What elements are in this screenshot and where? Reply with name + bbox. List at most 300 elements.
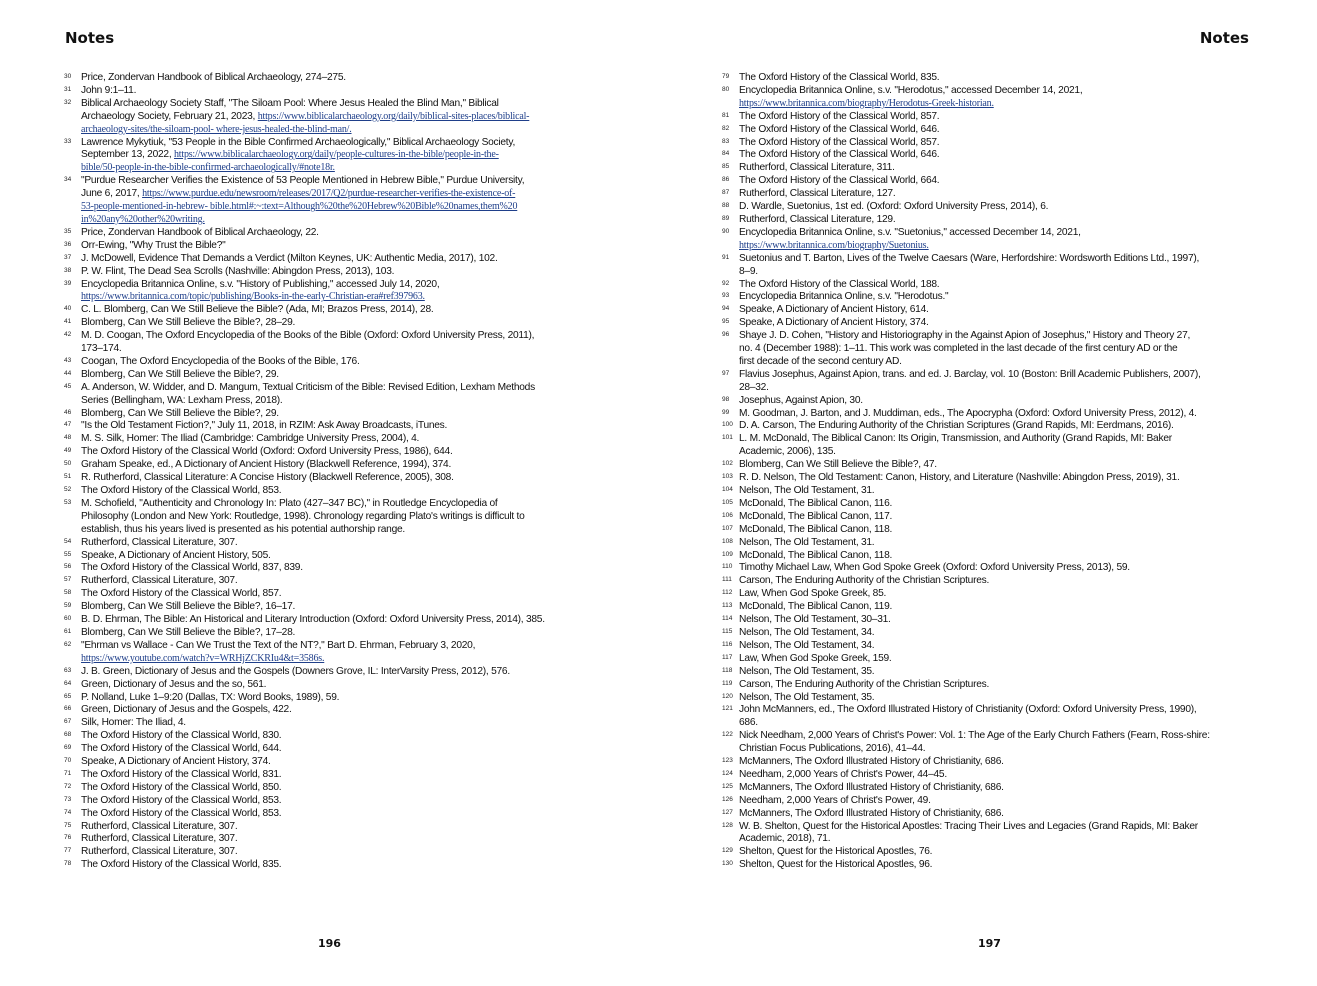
endnote-number: 99 bbox=[722, 408, 730, 416]
endnote-line: McDonald, The Biblical Canon, 118. bbox=[739, 523, 893, 535]
endnote-line: Nelson, The Old Testament, 35. bbox=[739, 691, 875, 703]
endnote-number: 60 bbox=[64, 615, 72, 623]
endnote-number: 111 bbox=[722, 576, 732, 584]
endnote-number: 66 bbox=[64, 705, 72, 713]
endnote-line: Nick Needham, 2,000 Years of Christ's Power: Vol. 1: The Age of the Early Church Fathers (Fearn, Ross-shire: bbox=[739, 730, 1210, 742]
endnote-item bbox=[722, 162, 1252, 175]
endnote-line: Coogan, The Oxford Encyclopedia of the Books of the Bible, 176. bbox=[81, 355, 360, 367]
endnote-line: Nelson, The Old Testament, 31. bbox=[739, 485, 875, 496]
endnote-number: 61 bbox=[64, 627, 72, 635]
endnote-item bbox=[64, 575, 594, 588]
endnote-number: 89 bbox=[722, 214, 730, 222]
endnote-item bbox=[722, 137, 1252, 150]
endnote-item bbox=[64, 562, 594, 575]
endnote-line: L. M. McDonald, The Biblical Canon: Its Origin, Transmission, and Authority (Grand Rapids, MI: Baker bbox=[739, 433, 1172, 445]
endnote-line: "Is the Old Testament Fiction?," July 11, 2018, in RZIM: Ask Away Broadcasts, iTunes. bbox=[81, 420, 448, 432]
endnote-number: 70 bbox=[64, 757, 72, 765]
endnote-url-link[interactable]: https://www.youtube.com/watch?v=WRHjZCKRIu4&t=3586s. bbox=[81, 652, 325, 664]
endnote-number: 82 bbox=[722, 124, 730, 132]
endnote-number: 42 bbox=[64, 331, 72, 339]
endnote-item bbox=[64, 769, 594, 782]
endnote-line: The Oxford History of the Classical World, 853. bbox=[81, 807, 282, 819]
endnote-item bbox=[64, 717, 594, 730]
endnote-line: The Oxford History of the Classical World, 835. bbox=[739, 72, 940, 83]
left-page bbox=[0, 0, 658, 986]
endnote-item bbox=[64, 317, 594, 330]
endnote-line: Blomberg, Can We Still Believe the Bible?, 47. bbox=[739, 459, 937, 471]
endnote-url-link[interactable]: https://www.purdue.edu/newsroom/releases/2017/Q2/purdue-researcher-verifies-the-existence-of- bbox=[142, 188, 516, 200]
endnote-line: no. 4 (December 1988): 1–11. This work was completed in the last decade of the first century AD or the bbox=[739, 343, 1178, 355]
endnote-item bbox=[722, 679, 1252, 692]
endnote-number: 112 bbox=[722, 589, 733, 597]
endnote-url-link[interactable]: bible/50-people-in-the-bible-confirmed-archaeologically/#note18r. bbox=[81, 162, 335, 174]
endnote-line: A. Anderson, W. Widder, and D. Mangum, Textual Criticism of the Bible: Revised Edition, Lexham Methods bbox=[81, 381, 535, 393]
endnote-number: 100 bbox=[722, 421, 733, 429]
endnote-line: Nelson, The Old Testament, 35. bbox=[739, 665, 875, 677]
endnote-text: Archaeology Society, February 21, 2023, bbox=[81, 110, 258, 122]
endnote-line: Nelson, The Old Testament, 34. bbox=[739, 639, 875, 651]
endnote-number: 84 bbox=[722, 150, 730, 158]
endnote-number: 62 bbox=[64, 640, 72, 648]
endnote-number: 83 bbox=[722, 137, 730, 145]
endnote-line: McDonald, The Biblical Canon, 116. bbox=[739, 497, 893, 509]
endnote-line: Law, When God Spoke Greek, 85. bbox=[739, 588, 887, 600]
endnote-item bbox=[722, 846, 1252, 859]
endnote-item bbox=[722, 175, 1252, 188]
endnote-number: 32 bbox=[64, 98, 72, 106]
endnote-item bbox=[722, 291, 1252, 304]
endnote-number: 46 bbox=[64, 408, 72, 416]
endnotes-list bbox=[64, 72, 594, 872]
endnote-number: 67 bbox=[64, 718, 72, 726]
endnote-line: first decade of the second century AD. bbox=[739, 355, 902, 367]
endnote-line: Encyclopedia Britannica Online, s.v. "Suetonius," accessed December 14, 2021, bbox=[739, 226, 1081, 238]
endnote-number: 35 bbox=[64, 227, 72, 235]
endnote-item bbox=[722, 485, 1252, 498]
endnote-line: B. D. Ehrman, The Bible: An Historical and Literary Introduction (Oxford: Oxford University Press, 2014), 385. bbox=[81, 614, 545, 626]
endnote-line: Orr-Ewing, "Why Trust the Bible?" bbox=[81, 239, 226, 251]
endnote-number: 85 bbox=[722, 163, 730, 171]
endnote-number: 127 bbox=[722, 808, 733, 816]
endnote-item bbox=[64, 614, 594, 627]
endnote-item bbox=[64, 369, 594, 382]
endnote-number: 34 bbox=[64, 176, 72, 184]
endnote-number: 106 bbox=[722, 511, 733, 519]
endnote-line: The Oxford History of the Classical World, 835. bbox=[81, 859, 282, 871]
endnote-line: J. B. Green, Dictionary of Jesus and the Gospels (Downers Grove, IL: InterVarsity Press, 2012), 576. bbox=[81, 665, 510, 677]
endnote-number: 108 bbox=[722, 537, 733, 545]
endnote-item bbox=[722, 756, 1252, 769]
endnote-line: C. L. Blomberg, Can We Still Believe the Bible? (Ada, MI; Brazos Press, 2014), 28. bbox=[81, 304, 434, 316]
endnote-number: 77 bbox=[64, 847, 72, 855]
endnote-item bbox=[64, 833, 594, 846]
endnote-line: The Oxford History of the Classical World, 850. bbox=[81, 781, 282, 793]
endnote-line: "Ehrman vs Wallace - Can We Trust the Text of the NT?," Bart D. Ehrman, February 3, 2020, bbox=[81, 639, 476, 651]
endnote-item bbox=[722, 730, 1252, 756]
endnote-item bbox=[722, 795, 1252, 808]
endnote-line: McManners, The Oxford Illustrated History of Christianity, 686. bbox=[739, 781, 1004, 793]
endnote-line: The Oxford History of the Classical World, 644. bbox=[81, 743, 282, 755]
endnote-item bbox=[722, 188, 1252, 201]
endnote-item bbox=[64, 85, 594, 98]
endnote-line: "Purdue Researcher Verifies the Existence of 53 People Mentioned in Hebrew Bible," Purdue University, bbox=[81, 175, 525, 187]
endnote-number: 121 bbox=[722, 705, 733, 713]
endnote-line: The Oxford History of the Classical World, 646. bbox=[739, 123, 940, 135]
endnote-line: Nelson, The Old Testament, 34. bbox=[739, 626, 875, 638]
endnote-number: 75 bbox=[64, 821, 72, 829]
endnote-line: W. B. Shelton, Quest for the Historical Apostles: Tracing Their Lives and Legacies (Grand Rapids, MI: Baker bbox=[739, 820, 1198, 832]
endnote-number: 130 bbox=[722, 860, 733, 868]
endnote-number: 123 bbox=[722, 757, 733, 765]
endnote-line: Needham, 2,000 Years of Christ's Power, 44–45. bbox=[739, 768, 947, 780]
endnote-number: 95 bbox=[722, 318, 730, 326]
endnote-line: The Oxford History of the Classical World, 664. bbox=[739, 175, 940, 187]
endnote-url-link[interactable]: https://www.britannica.com/biography/Herodotus-Greek-historian. bbox=[739, 97, 994, 109]
endnote-number: 74 bbox=[64, 808, 72, 816]
endnote-number: 122 bbox=[722, 731, 733, 739]
endnote-item bbox=[722, 692, 1252, 705]
endnote-number: 90 bbox=[722, 227, 730, 235]
endnote-line: Green, Dictionary of Jesus and the Gospels, 422. bbox=[81, 704, 292, 716]
endnote-item bbox=[722, 704, 1252, 730]
endnote-number: 118 bbox=[722, 666, 733, 674]
endnote-number: 41 bbox=[64, 318, 72, 326]
endnote-item bbox=[64, 137, 594, 176]
endnote-line: Green, Dictionary of Jesus and the so, 561. bbox=[81, 678, 267, 690]
endnote-line: The Oxford History of the Classical World, 853. bbox=[81, 794, 282, 806]
endnote-line: M. S. Silk, Homer: The Iliad (Cambridge: Cambridge University Press, 2004), 4. bbox=[81, 433, 420, 445]
endnote-line: Nelson, The Old Testament, 30–31. bbox=[739, 614, 891, 626]
endnote-line: Encyclopedia Britannica Online, s.v. "Herodotus," accessed December 14, 2021, bbox=[739, 84, 1083, 96]
endnote-line: 686. bbox=[739, 717, 758, 729]
endnote-item bbox=[64, 485, 594, 498]
endnote-line: Speake, A Dictionary of Ancient History, 374. bbox=[81, 756, 271, 768]
endnote-item bbox=[722, 459, 1252, 472]
endnote-number: 44 bbox=[64, 369, 72, 377]
endnote-url-link[interactable]: https://www.britannica.com/biography/Suetonius. bbox=[739, 239, 929, 251]
endnote-line: Needham, 2,000 Years of Christ's Power, 49. bbox=[739, 794, 931, 806]
endnote-number: 91 bbox=[722, 253, 730, 261]
endnote-line bbox=[739, 98, 1252, 111]
endnote-line: McDonald, The Biblical Canon, 119. bbox=[739, 601, 893, 613]
endnote-number: 109 bbox=[722, 550, 733, 558]
endnote-item bbox=[722, 214, 1252, 227]
endnote-item bbox=[64, 795, 594, 808]
endnote-line: The Oxford History of the Classical World, 857. bbox=[739, 136, 940, 148]
endnote-number: 117 bbox=[722, 653, 733, 661]
endnote-line: Nelson, The Old Testament, 31. bbox=[739, 536, 875, 548]
endnote-line: Rutherford, Classical Literature, 307. bbox=[81, 846, 238, 858]
endnote-url-link[interactable]: https://www.biblicalarchaeology.org/daily/people-cultures-in-the-bible/people-in-the- bbox=[173, 149, 499, 161]
endnote-item bbox=[722, 420, 1252, 433]
endnote-number: 76 bbox=[64, 834, 72, 842]
endnote-item bbox=[722, 614, 1252, 627]
endnote-line: Silk, Homer: The Iliad, 4. bbox=[81, 717, 186, 729]
endnote-number: 120 bbox=[722, 692, 733, 700]
endnote-number: 31 bbox=[64, 85, 72, 93]
endnote-number: 96 bbox=[722, 331, 730, 339]
endnote-number: 103 bbox=[722, 473, 733, 481]
endnote-item bbox=[722, 149, 1252, 162]
endnote-item bbox=[64, 821, 594, 834]
endnote-item bbox=[64, 459, 594, 472]
endnote-item bbox=[64, 408, 594, 421]
endnote-line: R. Rutherford, Classical Literature: A Concise History (Blackwell Reference, 2005), 308. bbox=[81, 472, 454, 484]
endnote-line: Flavius Josephus, Against Apion, trans. and ed. J. Barclay, vol. 10 (Boston: Brill Academic Publishers, 2007), bbox=[739, 368, 1201, 380]
endnote-item bbox=[64, 537, 594, 550]
endnote-item bbox=[64, 782, 594, 795]
endnote-line bbox=[81, 162, 594, 175]
endnote-item bbox=[64, 627, 594, 640]
endnote-line: 8–9. bbox=[739, 265, 758, 277]
endnote-line bbox=[81, 188, 594, 201]
endnote-item bbox=[722, 408, 1252, 421]
endnote-number: 79 bbox=[722, 73, 730, 80]
endnote-line: Biblical Archaeology Society Staff, "The Siloam Pool: Where Jesus Healed the Blind Man," Biblical bbox=[81, 97, 499, 109]
endnote-line: Carson, The Enduring Authority of the Christian Scriptures. bbox=[739, 678, 990, 690]
endnote-line: McManners, The Oxford Illustrated History of Christianity, 686. bbox=[739, 807, 1004, 819]
endnote-item bbox=[64, 175, 594, 227]
endnote-line: Law, When God Spoke Greek, 159. bbox=[739, 652, 892, 664]
endnote-item bbox=[722, 253, 1252, 279]
endnote-item bbox=[722, 201, 1252, 214]
endnote-number: 113 bbox=[722, 602, 733, 610]
endnote-item bbox=[722, 769, 1252, 782]
endnote-line: The Oxford History of the Classical World, 830. bbox=[81, 730, 282, 742]
endnote-line: Rutherford, Classical Literature, 307. bbox=[81, 575, 238, 587]
endnote-number: 73 bbox=[64, 795, 72, 803]
endnote-line: J. McDowell, Evidence That Demands a Verdict (Milton Keynes, UK: Authentic Media, 2017), 102. bbox=[81, 252, 498, 264]
endnote-item bbox=[722, 524, 1252, 537]
endnote-number: 64 bbox=[64, 679, 72, 687]
page-header: Notes bbox=[65, 29, 115, 47]
endnote-item bbox=[722, 317, 1252, 330]
endnote-number: 50 bbox=[64, 460, 72, 468]
endnote-item bbox=[64, 588, 594, 601]
endnote-line: Speake, A Dictionary of Ancient History, 614. bbox=[739, 304, 929, 316]
endnote-url-link[interactable]: in%20any%20other%20writing. bbox=[81, 213, 205, 225]
endnote-number: 71 bbox=[64, 769, 72, 777]
endnote-line: Philosophy (London and New York: Routledge, 1998). Chronology regarding Plato's writings is difficult to bbox=[81, 510, 525, 522]
right-page bbox=[658, 0, 1317, 986]
endnote-item bbox=[64, 472, 594, 485]
endnote-item bbox=[64, 279, 594, 305]
endnote-line: Timothy Michael Law, When God Spoke Greek (Oxford: Oxford University Press, 2013), 59. bbox=[739, 562, 1130, 574]
endnote-item bbox=[64, 666, 594, 679]
endnote-item bbox=[722, 653, 1252, 666]
endnote-url-link[interactable]: archaeology-sites/the-siloam-pool- where-jesus-healed-the-blind-man/. bbox=[81, 123, 352, 135]
endnote-item bbox=[64, 227, 594, 240]
endnote-number: 63 bbox=[64, 666, 72, 674]
endnote-line: John 9:1–11. bbox=[81, 84, 137, 96]
endnote-line: R. D. Nelson, The Old Testament: Canon, History, and Literature (Nashville: Abingdon Press, 2019), 31. bbox=[739, 472, 1180, 484]
endnote-number: 48 bbox=[64, 434, 72, 442]
endnote-line: Rutherford, Classical Literature, 307. bbox=[81, 833, 238, 845]
endnote-line: establish, thus his years lived is presented as his potential authorship range. bbox=[81, 523, 405, 535]
endnote-line: The Oxford History of the Classical World, 853. bbox=[81, 485, 282, 496]
endnote-line: Speake, A Dictionary of Ancient History, 505. bbox=[81, 549, 271, 561]
endnote-number: 40 bbox=[64, 305, 72, 313]
endnote-line: Blomberg, Can We Still Believe the Bible?, 16–17. bbox=[81, 601, 296, 613]
endnote-number: 86 bbox=[722, 176, 730, 184]
endnote-number: 45 bbox=[64, 382, 72, 390]
endnotes-list bbox=[722, 72, 1252, 872]
endnote-line: D. A. Carson, The Enduring Authority of the Christian Scriptures (Grand Rapids, MI: Eerdmans, 2016). bbox=[739, 420, 1174, 432]
endnote-item bbox=[722, 808, 1252, 821]
endnote-item bbox=[722, 666, 1252, 679]
endnote-number: 65 bbox=[64, 692, 72, 700]
endnote-item bbox=[64, 240, 594, 253]
endnote-number: 105 bbox=[722, 498, 733, 506]
endnote-item bbox=[722, 588, 1252, 601]
endnote-number: 36 bbox=[64, 240, 72, 248]
endnote-number: 55 bbox=[64, 550, 72, 558]
endnote-number: 49 bbox=[64, 447, 72, 455]
endnote-line bbox=[739, 240, 1252, 253]
endnote-item bbox=[722, 85, 1252, 111]
endnote-item bbox=[64, 266, 594, 279]
endnote-item bbox=[722, 330, 1252, 369]
endnote-number: 119 bbox=[722, 679, 733, 687]
endnote-line: Speake, A Dictionary of Ancient History, 374. bbox=[739, 317, 929, 329]
endnote-line bbox=[81, 214, 594, 227]
endnote-line bbox=[81, 149, 594, 162]
endnote-number: 107 bbox=[722, 524, 733, 532]
endnote-line: Encyclopedia Britannica Online, s.v. "History of Publishing," accessed July 14, 2020, bbox=[81, 278, 440, 290]
endnote-item bbox=[722, 304, 1252, 317]
endnote-number: 43 bbox=[64, 356, 72, 364]
endnote-item bbox=[722, 821, 1252, 847]
endnote-line: 173–174. bbox=[81, 343, 122, 355]
endnote-item bbox=[64, 420, 594, 433]
endnote-url-link[interactable]: https://www.britannica.com/topic/publishing/Books-in-the-early-Christian-era#ref397963. bbox=[81, 291, 425, 303]
endnote-item bbox=[64, 304, 594, 317]
endnote-item bbox=[64, 433, 594, 446]
endnote-number: 38 bbox=[64, 266, 72, 274]
endnote-url-link[interactable]: 53-people-mentioned-in-hebrew- bible.html#:~:text=Although%20the%20Hebrew%20Bible%20names,them%20 bbox=[81, 201, 518, 213]
endnote-number: 78 bbox=[64, 860, 72, 868]
endnote-line bbox=[81, 653, 594, 666]
endnote-line: The Oxford History of the Classical World, 188. bbox=[739, 278, 940, 290]
endnote-line: Graham Speake, ed., A Dictionary of Ancient History (Blackwell Reference, 1994), 374. bbox=[81, 459, 452, 471]
endnote-number: 124 bbox=[722, 769, 733, 777]
endnote-item bbox=[64, 446, 594, 459]
endnote-number: 47 bbox=[64, 421, 72, 429]
endnote-item bbox=[64, 72, 594, 85]
endnote-line: The Oxford History of the Classical World, 857. bbox=[81, 588, 282, 600]
endnote-line bbox=[81, 201, 594, 214]
endnote-item bbox=[722, 575, 1252, 588]
endnote-line: The Oxford History of the Classical World, 837, 839. bbox=[81, 562, 303, 574]
endnote-number: 115 bbox=[722, 627, 733, 635]
endnote-item bbox=[722, 498, 1252, 511]
endnote-line: 28–32. bbox=[739, 381, 769, 393]
endnote-line: Shelton, Quest for the Historical Apostles, 96. bbox=[739, 859, 933, 871]
endnote-number: 58 bbox=[64, 589, 72, 597]
endnote-number: 128 bbox=[722, 821, 733, 829]
endnote-item bbox=[64, 550, 594, 563]
endnote-line: Carson, The Enduring Authority of the Christian Scriptures. bbox=[739, 575, 990, 587]
endnote-item bbox=[722, 124, 1252, 137]
endnote-item bbox=[64, 640, 594, 666]
endnote-number: 94 bbox=[722, 305, 730, 313]
endnote-line: McDonald, The Biblical Canon, 117. bbox=[739, 510, 893, 522]
endnote-number: 81 bbox=[722, 111, 730, 119]
endnote-number: 57 bbox=[64, 576, 72, 584]
endnote-item bbox=[64, 704, 594, 717]
endnote-item bbox=[722, 627, 1252, 640]
endnote-line: McDonald, The Biblical Canon, 118. bbox=[739, 549, 893, 561]
endnote-item bbox=[722, 433, 1252, 459]
endnote-number: 98 bbox=[722, 395, 730, 403]
endnote-number: 52 bbox=[64, 486, 72, 493]
page-number: 197 bbox=[978, 937, 1001, 950]
endnote-number: 102 bbox=[722, 460, 733, 468]
endnote-line: Series (Bellingham, WA: Lexham Press, 2018). bbox=[81, 394, 283, 406]
endnote-line: D. Wardle, Suetonius, 1st ed. (Oxford: Oxford University Press, 2014), 6. bbox=[739, 201, 1049, 213]
endnote-number: 39 bbox=[64, 279, 72, 287]
endnote-line: The Oxford History of the Classical World, 857. bbox=[739, 110, 940, 122]
endnote-line: McManners, The Oxford Illustrated History of Christianity, 686. bbox=[739, 756, 1004, 768]
endnote-number: 59 bbox=[64, 602, 72, 610]
endnote-line: Shaye J. D. Cohen, "History and Historiography in the Against Apion of Josephus," History and Theory 27, bbox=[739, 330, 1191, 342]
endnote-item bbox=[722, 550, 1252, 563]
endnote-text: June 6, 2017, bbox=[81, 188, 143, 200]
endnote-item bbox=[722, 537, 1252, 550]
endnote-number: 69 bbox=[64, 744, 72, 752]
endnote-url-link[interactable]: https://www.biblicalarchaeology.org/daily/biblical-sites-places/biblical- bbox=[257, 110, 530, 122]
endnote-number: 68 bbox=[64, 731, 72, 739]
endnote-line: Lawrence Mykytiuk, "53 People in the Bible Confirmed Archaeologically," Biblical Archaeology Society, bbox=[81, 136, 516, 148]
endnote-line: Suetonius and T. Barton, Lives of the Twelve Caesars (Ware, Herfordshire: Wordsworth Editions Ltd., 1997), bbox=[739, 252, 1200, 264]
endnote-line: Rutherford, Classical Literature, 129. bbox=[739, 213, 896, 225]
endnote-item bbox=[64, 859, 594, 872]
endnote-number: 116 bbox=[722, 640, 733, 648]
endnote-number: 53 bbox=[64, 498, 72, 506]
page-number: 196 bbox=[318, 937, 341, 950]
endnote-item bbox=[64, 498, 594, 537]
endnote-number: 54 bbox=[64, 537, 72, 545]
endnote-line: M. D. Coogan, The Oxford Encyclopedia of the Books of the Bible (Oxford: Oxford University Press, 2011), bbox=[81, 330, 535, 342]
endnote-item bbox=[64, 808, 594, 821]
endnote-item bbox=[64, 356, 594, 369]
endnote-item bbox=[722, 72, 1252, 85]
endnote-item bbox=[64, 382, 594, 408]
endnote-number: 114 bbox=[722, 615, 733, 623]
endnote-item bbox=[722, 511, 1252, 524]
endnote-number: 97 bbox=[722, 369, 730, 377]
endnote-line: Christian Focus Publications, 2016), 41–44. bbox=[739, 743, 926, 755]
endnote-item bbox=[722, 279, 1252, 292]
endnote-number: 88 bbox=[722, 202, 730, 210]
endnote-item bbox=[64, 253, 594, 266]
endnote-number: 126 bbox=[722, 795, 733, 803]
endnote-item bbox=[722, 227, 1252, 253]
endnote-item bbox=[722, 395, 1252, 408]
endnote-line: Academic, 2006), 135. bbox=[739, 446, 836, 458]
page-header: Notes bbox=[1199, 29, 1249, 47]
endnote-line bbox=[81, 124, 594, 137]
endnote-line: Josephus, Against Apion, 30. bbox=[739, 394, 863, 406]
endnote-item bbox=[64, 756, 594, 769]
endnote-line: Shelton, Quest for the Historical Apostles, 76. bbox=[739, 846, 933, 858]
endnote-number: 37 bbox=[64, 253, 72, 261]
endnote-item bbox=[722, 601, 1252, 614]
endnote-item bbox=[64, 330, 594, 356]
endnote-item bbox=[722, 859, 1252, 872]
endnote-line: Price, Zondervan Handbook of Biblical Archaeology, 22. bbox=[81, 226, 319, 238]
endnote-number: 110 bbox=[722, 563, 733, 571]
